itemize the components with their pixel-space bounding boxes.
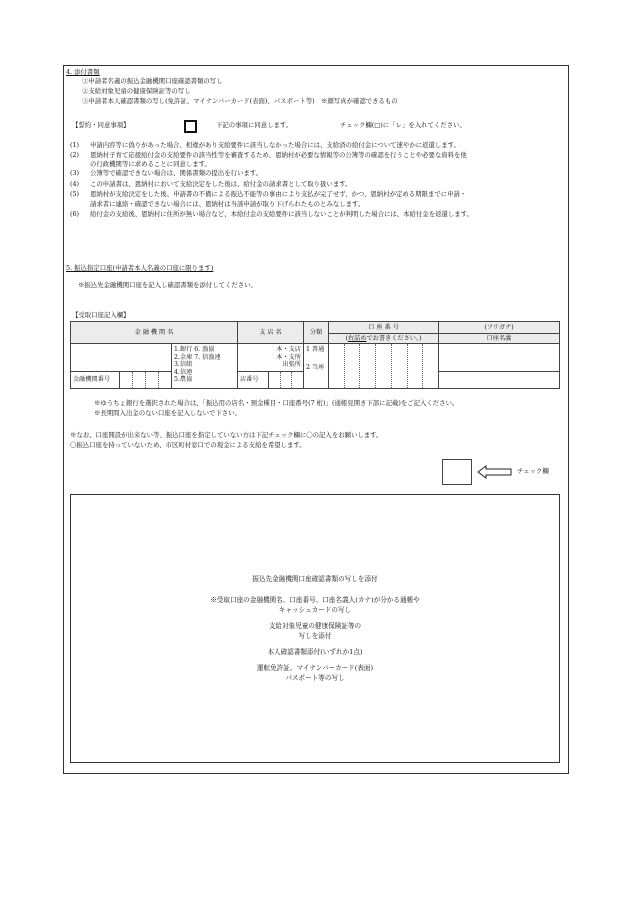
- pledge-text-6: 給付金の支給後、恩納村に住所が無い場合など、本給付金の支給要件に該当しないことが判明した場合には、本給付金を返還します。: [90, 210, 473, 218]
- branch-type-2[interactable]: 本・支所: [276, 353, 301, 361]
- left-arrow-icon: [477, 465, 513, 479]
- account-type-1[interactable]: 1 普通: [306, 346, 325, 353]
- bank-type-2[interactable]: 2.金庫 7. 信漁連: [174, 353, 221, 361]
- pledge-text-4: この申請書は、恩納村において支給決定をした後は、給付金の請求書として取り扱います。: [90, 180, 352, 188]
- pledge-text-2: 恩納村子育て応援給付金の支給要件の該当性等を審査するため、恩納村が必要な情報等の公簿等の確認を行うことや必要な資料を他: [90, 151, 467, 159]
- pledge-num-5: (5): [70, 190, 80, 198]
- branch-code-label: 店番号: [238, 372, 269, 388]
- pledge-text-5: 恩納村が支給決定をした後、申請書の不備による振込不能等の事由により支払が完了せず、かつ、恩納村が定める期限までに申請・: [90, 190, 467, 198]
- pledge-num-4: (4): [70, 180, 80, 188]
- bank-type-4[interactable]: 4.信連: [174, 368, 193, 376]
- pledge-text-2b: の行政機関等に求めることに同意します。: [90, 160, 211, 168]
- bank-type-3[interactable]: 3.信組: [174, 361, 193, 368]
- bank-code-field[interactable]: [120, 372, 171, 388]
- attach-item-2: ②支給対象児童の健康保険証等の写し: [82, 87, 191, 95]
- bank-code-cell: [71, 372, 172, 389]
- bank-name-header: 金 融 機 関 名: [71, 322, 238, 344]
- bank-name-field[interactable]: [71, 344, 172, 372]
- holder-header: 口座名義: [439, 334, 560, 344]
- cash-note-2: 〇振込口座を持っていないため、市区町村窓口での現金による支給を希望します。: [70, 441, 306, 449]
- bank-type-1[interactable]: 1.銀行 6. 漁協: [174, 346, 215, 353]
- branch-type-1[interactable]: 本・支店: [276, 346, 301, 353]
- attach-item-3: ③申請者本人確認書類の写し(免許証、マイナンバーカード(表面)、パスポート等) ※顔写真が確認できるもの: [82, 97, 398, 105]
- attach-line-7: 運転免許証、マイナンバーカード(表面): [256, 664, 374, 672]
- pledge-text-3: 公簿等で確認できない場合は、関係書類の提出を行います。: [90, 169, 263, 177]
- account-table: [70, 321, 560, 389]
- attach-line-1: 振込先金融機関口座確認書類の写しを添付: [252, 575, 378, 583]
- attach-line-4: 支給対象児童の健康保険証等の: [268, 622, 362, 630]
- section5-title: 5. 振込指定口座(申請者本人名義の口座に限ります): [66, 264, 214, 272]
- branch-type-3[interactable]: 出張所: [282, 361, 301, 368]
- branch-name-header: 支 店 名: [238, 322, 304, 344]
- account-number-header: 口 座 番 号: [329, 322, 439, 334]
- account-number-field[interactable]: [329, 344, 439, 389]
- bank-type-options: [172, 344, 238, 389]
- yucho-note: ※ゆうちょ銀行を選択された場合は、「振込用の店名・預金種目・口座番号(7 桁)」(通帳見開き下部に記載)をご記入ください。: [94, 399, 459, 407]
- bank-type-5[interactable]: 5.農協: [174, 376, 193, 383]
- branch-type-options: [238, 344, 304, 372]
- check-label: チェック欄: [517, 467, 549, 475]
- section4-title: 4. 添付書類: [66, 68, 100, 76]
- attach-item-1: ①申請者名義の振込金融機関口座確認書類の写し: [82, 77, 223, 85]
- number-note: (右詰めでお書きください。): [329, 334, 439, 344]
- pledge-num-3: (3): [70, 169, 80, 177]
- kana-field[interactable]: [439, 344, 560, 372]
- cash-check-box[interactable]: [442, 459, 472, 485]
- right-align-note: 右詰め: [347, 334, 367, 342]
- attach-line-5: 写しを添付: [298, 632, 332, 640]
- dormant-note: ※長期間入出金のない口座を記入しないで下さい。: [94, 409, 241, 417]
- pledge-num-6: (6): [70, 210, 80, 218]
- attach-line-6: 本人確認書類添付(いずれか1点): [267, 648, 363, 656]
- account-type-options: [304, 344, 329, 389]
- number-note-rest: でお書きください。: [366, 334, 420, 342]
- agree-instruction: チェック欄(□)に「レ」を入れてください。: [340, 121, 466, 129]
- section5-note: ※振込先金融機関口座を記入し確認書類を添付してください。: [78, 281, 257, 289]
- pledge-num-1: (1): [70, 141, 80, 149]
- account-label: 【受取口座記入欄】: [72, 311, 130, 319]
- branch-code-field[interactable]: [269, 372, 303, 388]
- pledge-text-5b: 請求者に連絡・確認できない場合には、恩納村は当該申請が取り下げられたものとみなします。: [90, 200, 365, 208]
- account-type-2[interactable]: 2 当座: [306, 363, 325, 371]
- kana-header: (フリガナ): [439, 322, 560, 334]
- agree-text: 下記の事項に同意します。: [216, 121, 293, 129]
- attach-line-8: パスポート等の写し: [285, 674, 345, 682]
- pledge-label: 【誓約・同意事項】: [72, 121, 130, 129]
- bank-code-label: 金融機関番号: [71, 372, 120, 388]
- branch-code-cell: [238, 372, 304, 389]
- holder-field[interactable]: [439, 372, 560, 389]
- attach-line-2: ※受取口座の金融機関名、口座番号、口座名義人(カナ)が分かる通帳や: [210, 596, 420, 604]
- attach-line-3: キャッシュカードの写し: [278, 606, 352, 614]
- cash-note-1: ※なお、口座開設が出来ない等、振込口座を指定していない方は下記チェック欄に〇の記入をお願いします。: [70, 431, 383, 439]
- type-header: 分類: [304, 322, 329, 344]
- pledge-text-1: 申請内容等に偽りがあった場合、相違があり支給要件に該当しなかった場合には、支給済の給付金について速やかに返還します。: [90, 141, 460, 149]
- document-attach-area: [70, 494, 560, 763]
- agree-checkbox[interactable]: [184, 120, 197, 133]
- pledge-num-2: (2): [70, 151, 80, 159]
